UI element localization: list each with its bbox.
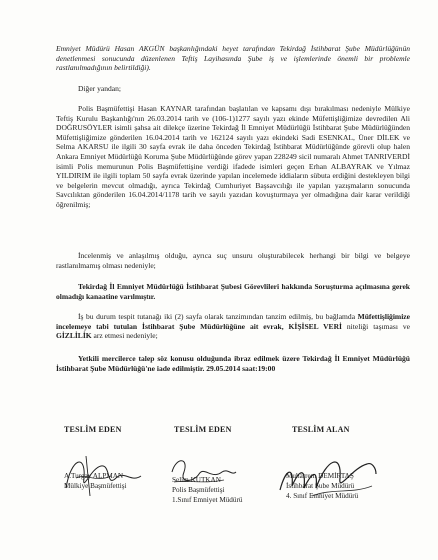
para4-text-c: niteliği taşıması ve	[341, 321, 410, 331]
signer-2-name: Selim KUTKAN	[172, 476, 221, 484]
signer-3-role2: 4. Sınıf Emniyet Müdürü	[286, 492, 359, 500]
conclusion-paragraph: Tekirdağ İl Emniyet Müdürlüğü İstihbarat Şubesi Görevlileri hakkında Soruşturma açılmasına gerek olmadığı kanaatine varılmıştır.	[56, 282, 410, 301]
paragraph-2: İncelenmiş ve anlaşılmış olduğu, ayrıca suç unsuru oluşturabilecek herhangi bir bilgi ve belgeye rastlanılmamış olması nedeniyle;	[56, 251, 410, 270]
signer-1-title: TESLİM EDEN	[64, 425, 122, 434]
signer-3-role: İstihbarat Şube Müdürü	[286, 482, 355, 490]
para4-text-a: İş bu durum tespit tutanağı iki (2) sayfa olarak tanzimından tanzim edilmiş, bu bağlamda	[78, 312, 358, 321]
signer-1-name: A.Turgay ALPMAN	[64, 472, 124, 480]
signer-2-role2: 1.Sınıf Emniyet Müdürü	[172, 496, 243, 504]
signer-2-role: Polis Başmüfettişi	[172, 486, 225, 494]
signer-3-title: TESLİM ALAN	[292, 425, 350, 434]
signer-2-title: TESLİM EDEN	[174, 425, 232, 434]
intro-paragraph: Emniyet Müdürü Hasan AKGÜN başkanlığındaki heyet tarafından Tekirdağ İstihbarat Şube Müdürlüğünün denetlenmesi sonucunda düzenlenen Teftiş Layihasında Şube iş ve işlemlerinde önemli bir problemle rastlanılmadığının belirtildiği).	[56, 44, 410, 73]
closing-paragraph: Yetkili mercilerce talep söz konusu olduğunda ibraz edilmek üzere Tekirdağ İl Emniyet Müdürlüğü İstihbarat Şube Müdürlüğü'ne iade edilmiştir. 29.05.2014 saat:19:00	[56, 354, 410, 373]
para4-text-e: arz etmesi nedeniyle;	[91, 331, 158, 341]
signer-1-role: Mülkiye Başmüfettişi	[64, 482, 127, 490]
para4-text-b: Müfettişliğimize incelemeye tabi tutulan İstihbarat Şube Müdürlüğüne ait evrak, KİŞİSEL VERİ	[56, 312, 410, 331]
main-paragraph: Polis Başmüfettişi Hasan KAYNAR tarafından başlatılan ve kapsamı dışı bırakılması nedeniyle Mülkiye Teftiş Kurulu Başkanlığı'nın 26.03.2014 tarih ve (106-1)1277 sayılı yazı ekinde Müfettişliğimize devredilen Ali DOĞRUSÖYLER isimli şahsa ait dilekçe üzerine Tekirdağ İl Emniyet Müdürlüğü İstihbarat Şube Müdürlüğünden Müfettişliğimize gönderilen 16.04.2014 tarih ve 162124 sayılı yazı ekindeki Sadi ESENKAL, Üner DİLEK ve Selma AKARSU ile ilgili 30 sayfa evrak ile daha önceden Tekirdağ İstihbarat Müdürlüğünde görevli olup halen Ankara Emniyet Müdürlüğü Koruma Şube Müdürlüğünde görev yapan 228249 sicil numaralı Ahmet TANRIVERDİ isimli Polis memurunun Polis Başmüfettişine verdiği ifadede isimleri geçen Erhan ALBAYRAK ve Yılmaz YILDIRIM ile ilgili toplam 50 sayfa evrak üzerinde yapılan incelemede iddiaların sübuta erdiğini destekleyen bilgi ve belgelerin mevcut olmadığı, ayrıca Tekirdağ Cumhuriyet Başsavcılığı ile yapılan yazışmaların sonucunda Savcılıktan gönderilen 16.04.2014/1178 tarih ve sayılı yazıdan kovuşturmaya yer olmadığına dair karar verildiği öğrenilmiş;	[56, 104, 410, 209]
signer-3-name: Muharrem DEMİRTAŞ	[286, 472, 354, 480]
greeting: Diğer yandan;	[78, 84, 121, 93]
para4-text-d: GİZLİLİK	[56, 331, 92, 341]
paragraph-4	[56, 312, 410, 341]
